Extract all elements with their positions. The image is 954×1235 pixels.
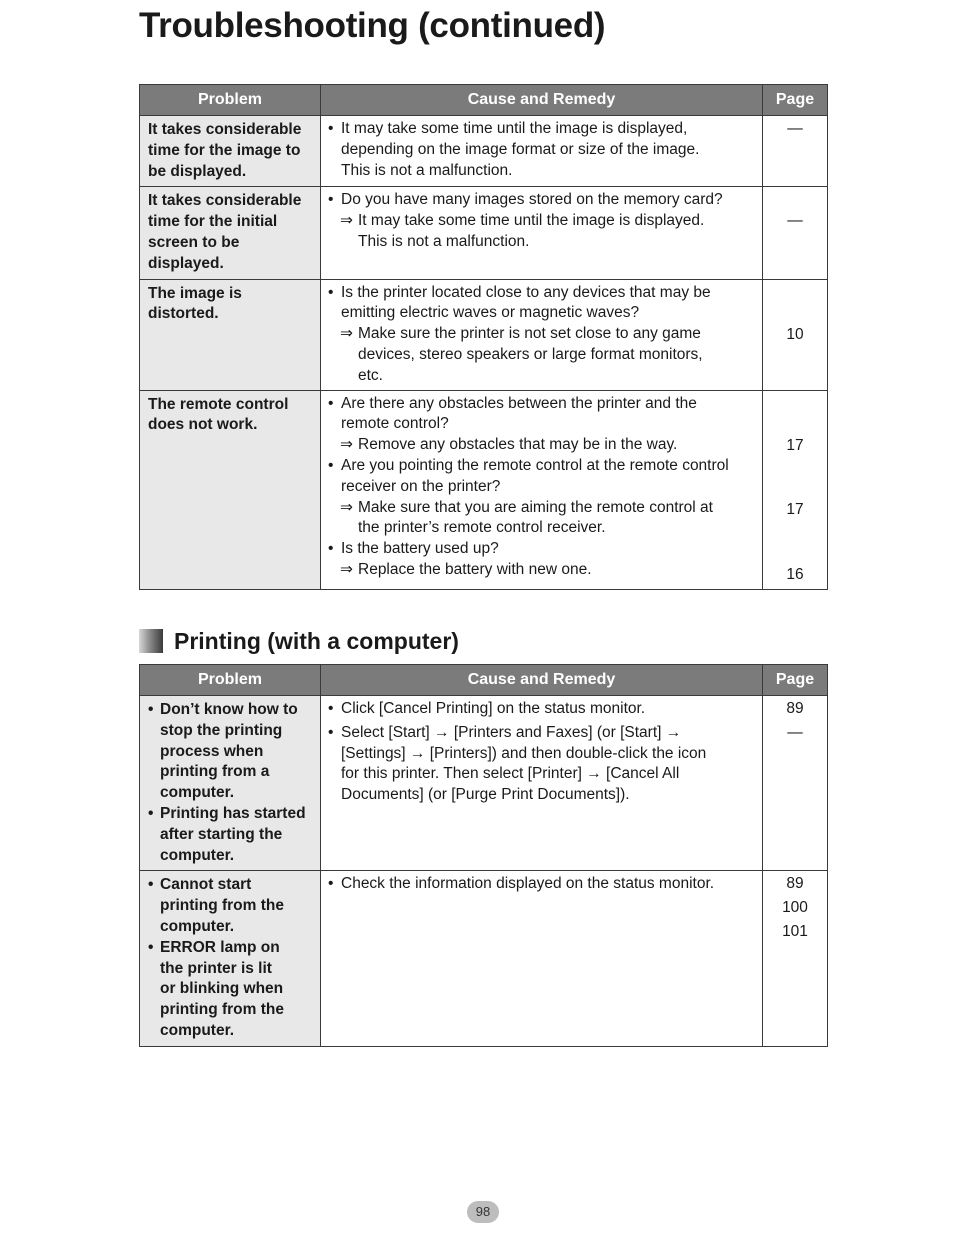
bullet-icon: • bbox=[328, 700, 334, 717]
arrow-icon: ⇒ bbox=[340, 325, 353, 343]
remedy-item bbox=[340, 435, 758, 456]
table-row bbox=[140, 116, 828, 187]
text-line: for this printer. Then select [Printer] → [Cancel All bbox=[341, 765, 680, 783]
cause-cell bbox=[321, 116, 763, 187]
page-ref: — bbox=[787, 120, 803, 137]
bullet-icon: • bbox=[148, 701, 154, 718]
page-ref: 17 bbox=[786, 501, 804, 519]
problem-line: process when bbox=[160, 742, 264, 760]
header-cause-and-remedy: Cause and Remedy bbox=[321, 85, 763, 116]
text-line: Are there any obstacles between the printer and the bbox=[341, 394, 697, 412]
problem-line: The image is bbox=[148, 284, 242, 302]
remedy-item bbox=[340, 324, 758, 386]
cause-cell bbox=[321, 279, 763, 390]
problem-text bbox=[160, 700, 314, 804]
problem-cell bbox=[140, 279, 321, 390]
text-line: This is not a malfunction. bbox=[358, 232, 530, 250]
table-row bbox=[140, 871, 828, 1046]
remedy-text bbox=[358, 324, 758, 386]
cause-text bbox=[341, 283, 758, 325]
cause-text bbox=[341, 394, 758, 436]
text-line: Are you pointing the remote control at the remote control bbox=[341, 456, 729, 474]
header-page: Page bbox=[763, 85, 828, 116]
text-line: etc. bbox=[358, 366, 383, 384]
cause-text bbox=[341, 539, 758, 560]
problem-line: It takes considerable bbox=[148, 192, 302, 210]
text-line: emitting electric waves or magnetic waves? bbox=[341, 304, 640, 322]
cause-bullet bbox=[328, 456, 758, 498]
problem-bullet bbox=[148, 804, 314, 866]
problem-line: be displayed. bbox=[148, 162, 247, 180]
problem-line: screen to be bbox=[148, 233, 240, 251]
text-line: Click [Cancel Printing] on the status monitor. bbox=[341, 700, 646, 717]
arrow-icon: ⇒ bbox=[340, 436, 353, 454]
remedy-text bbox=[358, 211, 758, 253]
cause-cell bbox=[321, 187, 763, 279]
page-ref: — bbox=[787, 723, 803, 741]
problem-line: Printing has started bbox=[160, 804, 306, 822]
text-line: Check the information displayed on the status monitor. bbox=[341, 875, 715, 893]
cause-text bbox=[341, 190, 758, 211]
problem-line: printing from the bbox=[160, 1001, 284, 1019]
text-line: Make sure that you are aiming the remote control at bbox=[358, 498, 713, 516]
table-header-row bbox=[140, 665, 828, 696]
problem-line: distorted. bbox=[148, 305, 219, 323]
remedy-text bbox=[358, 435, 758, 456]
text-line: the printer’s remote control receiver. bbox=[358, 519, 606, 537]
text-line: It may take some time until the image is displayed, bbox=[341, 120, 688, 137]
page-ref: 89 bbox=[786, 875, 804, 893]
problem-line: computer. bbox=[160, 784, 235, 802]
text-line: Documents] (or [Purge Print Documents]). bbox=[341, 786, 630, 804]
problem-line: It takes considerable bbox=[148, 121, 302, 138]
bullet-icon: • bbox=[148, 876, 154, 894]
header-problem: Problem bbox=[140, 85, 321, 116]
problem-cell bbox=[140, 696, 321, 871]
problem-bullet bbox=[148, 875, 314, 937]
problem-line: the printer is lit bbox=[160, 959, 272, 977]
cause-cell bbox=[321, 871, 763, 1046]
text-line: It may take some time until the image is displayed. bbox=[358, 212, 705, 230]
problem-line: stop the printing bbox=[160, 721, 283, 739]
bullet-icon: • bbox=[328, 723, 334, 741]
cause-bullet bbox=[328, 874, 758, 895]
problem-line: Don’t know how to bbox=[160, 701, 298, 718]
problem-cell bbox=[140, 116, 321, 187]
cause-bullet bbox=[328, 394, 758, 436]
problem-bullet bbox=[148, 938, 314, 1042]
page-cell bbox=[763, 279, 828, 390]
text-line: Do you have many images stored on the memory card? bbox=[341, 191, 723, 209]
text-line: devices, stereo speakers or large format monitors, bbox=[358, 345, 703, 363]
problem-line: ERROR lamp on bbox=[160, 938, 280, 956]
page-ref: 17 bbox=[786, 436, 804, 454]
cause-bullet bbox=[328, 723, 758, 806]
text-line: Is the printer located close to any devices that may be bbox=[341, 283, 711, 301]
problem-line: printing from the bbox=[160, 897, 284, 915]
page-cell bbox=[763, 187, 828, 279]
page-cell bbox=[763, 871, 828, 1046]
table-row bbox=[140, 696, 828, 871]
bullet-icon: • bbox=[328, 191, 334, 209]
page-ref: 10 bbox=[786, 325, 804, 343]
cause-cell bbox=[321, 696, 763, 871]
cause-text bbox=[341, 699, 758, 720]
problem-cell bbox=[140, 871, 321, 1046]
text-line: Replace the battery with new one. bbox=[358, 560, 592, 578]
troubleshooting-table bbox=[139, 84, 828, 590]
page-ref: 101 bbox=[782, 922, 808, 940]
problem-text bbox=[160, 875, 314, 937]
page-ref: 100 bbox=[782, 899, 808, 917]
bullet-icon: • bbox=[148, 804, 154, 822]
text-line: Make sure the printer is not set close to any game bbox=[358, 325, 701, 343]
problem-line: after starting the bbox=[160, 825, 283, 843]
problem-line: The remote control bbox=[148, 395, 289, 413]
text-line: Is the battery used up? bbox=[341, 540, 499, 558]
section-heading bbox=[139, 627, 459, 655]
page-title: Troubleshooting (continued) bbox=[139, 6, 606, 45]
remedy-item bbox=[340, 211, 758, 253]
text-line: receiver on the printer? bbox=[341, 477, 501, 495]
text-line: Select [Start] → [Printers and Faxes] (or [Start] → bbox=[341, 723, 682, 741]
bullet-icon: • bbox=[328, 540, 334, 558]
cause-bullet bbox=[328, 699, 758, 720]
problem-text bbox=[160, 804, 314, 866]
problem-line: displayed. bbox=[148, 254, 224, 272]
section-marker-icon bbox=[139, 629, 163, 653]
page-ref: 16 bbox=[786, 566, 804, 584]
cause-cell bbox=[321, 390, 763, 589]
page-ref: — bbox=[787, 212, 803, 230]
problem-line: computer. bbox=[160, 846, 235, 864]
bullet-icon: • bbox=[328, 283, 334, 301]
page-cell bbox=[763, 696, 828, 871]
cause-bullet bbox=[328, 539, 758, 560]
problem-line: time for the image to bbox=[148, 141, 301, 159]
section-title: Printing (with a computer) bbox=[174, 627, 459, 654]
problem-cell bbox=[140, 390, 321, 589]
problem-line: Cannot start bbox=[160, 876, 252, 894]
page-cell bbox=[763, 390, 828, 589]
remedy-item bbox=[340, 498, 758, 540]
text-line: [Settings] → [Printers]) and then double-click the icon bbox=[341, 744, 707, 762]
bullet-icon: • bbox=[328, 394, 334, 412]
arrow-icon: ⇒ bbox=[340, 212, 353, 230]
cause-bullet bbox=[328, 283, 758, 325]
cause-text bbox=[341, 723, 758, 806]
problem-cell bbox=[140, 187, 321, 279]
bullet-icon: • bbox=[328, 456, 334, 474]
header-cause-and-remedy: Cause and Remedy bbox=[321, 665, 763, 696]
printing-table bbox=[139, 664, 828, 1047]
text-line: Remove any obstacles that may be in the way. bbox=[358, 436, 678, 454]
problem-text bbox=[160, 938, 314, 1042]
arrow-icon: ⇒ bbox=[340, 560, 353, 578]
cause-text bbox=[341, 119, 758, 181]
remedy-text bbox=[358, 498, 758, 540]
remedy-item bbox=[340, 560, 758, 581]
problem-line: computer. bbox=[160, 1021, 235, 1039]
bullet-icon: • bbox=[148, 938, 154, 956]
problem-bullet bbox=[148, 700, 314, 804]
page-cell bbox=[763, 116, 828, 187]
table-row bbox=[140, 390, 828, 589]
text-line: remote control? bbox=[341, 415, 449, 433]
table-header-row bbox=[140, 85, 828, 116]
table-row bbox=[140, 279, 828, 390]
problem-line: or blinking when bbox=[160, 980, 284, 998]
problem-line: printing from a bbox=[160, 763, 270, 781]
page-number: 98 bbox=[467, 1201, 499, 1223]
problem-line: does not work. bbox=[148, 416, 258, 434]
header-problem: Problem bbox=[140, 665, 321, 696]
cause-bullet bbox=[328, 190, 758, 211]
table-row bbox=[140, 187, 828, 279]
header-page: Page bbox=[763, 665, 828, 696]
page-ref: 89 bbox=[786, 700, 804, 717]
problem-line: time for the initial bbox=[148, 213, 278, 231]
problem-line: computer. bbox=[160, 917, 235, 935]
arrow-icon: ⇒ bbox=[340, 498, 353, 516]
cause-bullet bbox=[328, 119, 758, 181]
cause-text bbox=[341, 456, 758, 498]
text-line: This is not a malfunction. bbox=[341, 161, 513, 179]
bullet-icon: • bbox=[328, 120, 334, 137]
text-line: depending on the image format or size of the image. bbox=[341, 140, 700, 158]
remedy-text bbox=[358, 560, 758, 581]
bullet-icon: • bbox=[328, 875, 334, 893]
cause-text bbox=[341, 874, 758, 895]
